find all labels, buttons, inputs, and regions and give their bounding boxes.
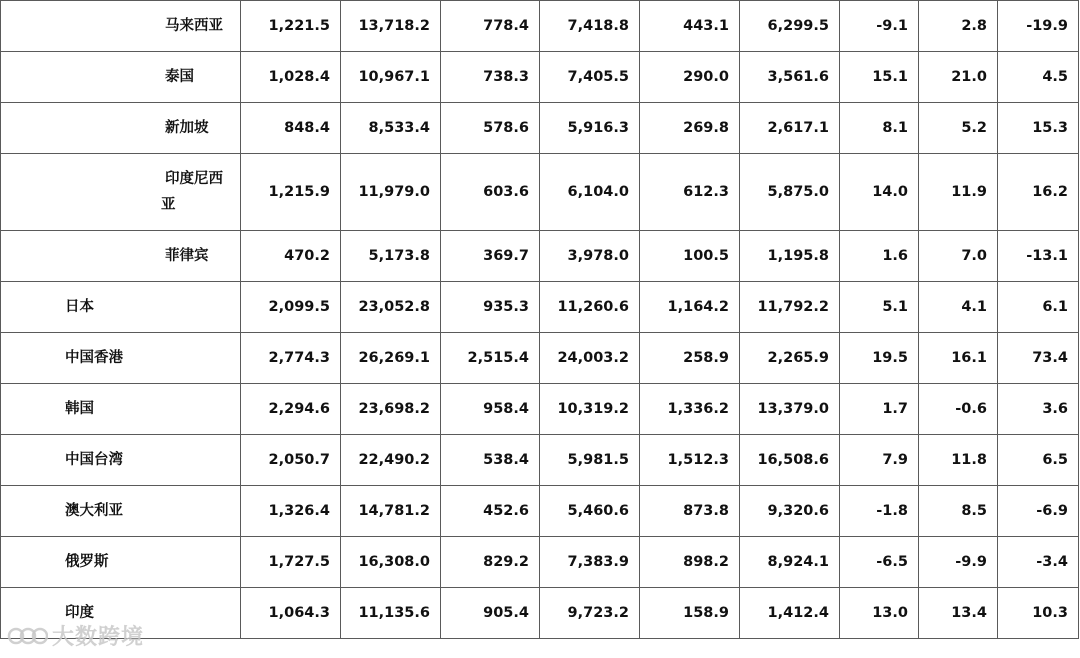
value-cell: 8.1 [840, 103, 919, 154]
watermark-text: 大数跨境 [52, 625, 145, 650]
value-cell: 935.3 [441, 282, 540, 333]
value-cell: 7,418.8 [540, 1, 640, 52]
value-cell: 5,460.6 [540, 486, 640, 537]
value-cell: 603.6 [441, 154, 540, 231]
table-row [1, 1, 1079, 52]
value-cell: 16,508.6 [740, 435, 840, 486]
value-cell: -6.9 [998, 486, 1079, 537]
value-cell: 5,875.0 [740, 154, 840, 231]
value-cell: 19.5 [840, 333, 919, 384]
value-cell: 7.9 [840, 435, 919, 486]
value-cell: 14.0 [840, 154, 919, 231]
region-name-cell [1, 537, 241, 588]
value-cell: 7,405.5 [540, 52, 640, 103]
table-row [1, 588, 1079, 639]
region-name: 新加坡 [165, 120, 209, 136]
value-cell: 1,412.4 [740, 588, 840, 639]
region-name: 印度尼西亚 [161, 171, 223, 213]
value-cell: 2.8 [919, 1, 998, 52]
value-cell: 2,617.1 [740, 103, 840, 154]
region-name: 韩国 [65, 401, 94, 417]
value-cell: 10.3 [998, 588, 1079, 639]
value-cell: -1.8 [840, 486, 919, 537]
table-row [1, 52, 1079, 103]
region-name-cell [1, 333, 241, 384]
region-name: 菲律宾 [165, 248, 209, 264]
value-cell: 4.5 [998, 52, 1079, 103]
value-cell: 16,308.0 [341, 537, 441, 588]
value-cell: 269.8 [640, 103, 740, 154]
value-cell: 3.6 [998, 384, 1079, 435]
region-name-cell [1, 384, 241, 435]
value-cell: 11,260.6 [540, 282, 640, 333]
value-cell: 21.0 [919, 52, 998, 103]
value-cell: -19.9 [998, 1, 1079, 52]
region-name-cell [1, 588, 241, 639]
value-cell: 8,924.1 [740, 537, 840, 588]
value-cell: 848.4 [241, 103, 341, 154]
region-name: 印度 [65, 605, 94, 621]
value-cell: 2,050.7 [241, 435, 341, 486]
value-cell: 612.3 [640, 154, 740, 231]
region-name-cell [1, 52, 241, 103]
value-cell: 13.0 [840, 588, 919, 639]
value-cell: 11,792.2 [740, 282, 840, 333]
value-cell: -13.1 [998, 231, 1079, 282]
value-cell: 452.6 [441, 486, 540, 537]
value-cell: 905.4 [441, 588, 540, 639]
value-cell: 7,383.9 [540, 537, 640, 588]
value-cell: 3,978.0 [540, 231, 640, 282]
value-cell: 738.3 [441, 52, 540, 103]
value-cell: 5.2 [919, 103, 998, 154]
region-name: 俄罗斯 [65, 554, 109, 570]
table-row [1, 333, 1079, 384]
table-body [1, 1, 1079, 639]
value-cell: 873.8 [640, 486, 740, 537]
value-cell: 1.7 [840, 384, 919, 435]
value-cell: 26,269.1 [341, 333, 441, 384]
value-cell: -3.4 [998, 537, 1079, 588]
value-cell: 443.1 [640, 1, 740, 52]
value-cell: 24,003.2 [540, 333, 640, 384]
value-cell: 100.5 [640, 231, 740, 282]
value-cell: 8,533.4 [341, 103, 441, 154]
value-cell: 15.1 [840, 52, 919, 103]
value-cell: -9.1 [840, 1, 919, 52]
value-cell: 11.9 [919, 154, 998, 231]
value-cell: 16.1 [919, 333, 998, 384]
value-cell: 13,379.0 [740, 384, 840, 435]
region-name: 泰国 [165, 69, 194, 85]
value-cell: 14,781.2 [341, 486, 441, 537]
value-cell: 5,916.3 [540, 103, 640, 154]
value-cell: 8.5 [919, 486, 998, 537]
region-name-cell [1, 103, 241, 154]
value-cell: 2,265.9 [740, 333, 840, 384]
region-name: 马来西亚 [165, 18, 223, 34]
value-cell: 829.2 [441, 537, 540, 588]
value-cell: 4.1 [919, 282, 998, 333]
value-cell: 1,195.8 [740, 231, 840, 282]
value-cell: 73.4 [998, 333, 1079, 384]
value-cell: 9,320.6 [740, 486, 840, 537]
region-name-cell [1, 435, 241, 486]
value-cell: 1,215.9 [241, 154, 341, 231]
value-cell: 258.9 [640, 333, 740, 384]
value-cell: 958.4 [441, 384, 540, 435]
value-cell: -0.6 [919, 384, 998, 435]
table-row [1, 103, 1079, 154]
value-cell: 1.6 [840, 231, 919, 282]
value-cell: 13.4 [919, 588, 998, 639]
value-cell: 778.4 [441, 1, 540, 52]
region-name-cell [1, 486, 241, 537]
value-cell: 470.2 [241, 231, 341, 282]
region-name-cell [1, 1, 241, 52]
value-cell: 10,319.2 [540, 384, 640, 435]
table-row [1, 154, 1079, 231]
value-cell: 2,294.6 [241, 384, 341, 435]
value-cell: 538.4 [441, 435, 540, 486]
region-name-cell [1, 231, 241, 282]
value-cell: 578.6 [441, 103, 540, 154]
value-cell: 1,028.4 [241, 52, 341, 103]
region-name: 中国香港 [65, 350, 123, 366]
value-cell: 5.1 [840, 282, 919, 333]
table-row [1, 435, 1079, 486]
value-cell: 1,064.3 [241, 588, 341, 639]
region-name: 澳大利亚 [65, 503, 123, 519]
value-cell: -6.5 [840, 537, 919, 588]
region-name: 日本 [65, 299, 94, 315]
value-cell: 5,981.5 [540, 435, 640, 486]
value-cell: 11,135.6 [341, 588, 441, 639]
value-cell: 6,299.5 [740, 1, 840, 52]
value-cell: 158.9 [640, 588, 740, 639]
value-cell: 9,723.2 [540, 588, 640, 639]
value-cell: 15.3 [998, 103, 1079, 154]
value-cell: 11.8 [919, 435, 998, 486]
value-cell: 10,967.1 [341, 52, 441, 103]
value-cell: 369.7 [441, 231, 540, 282]
table-row [1, 282, 1079, 333]
region-name-cell [1, 282, 241, 333]
table-row [1, 486, 1079, 537]
value-cell: 1,336.2 [640, 384, 740, 435]
region-name-cell [1, 154, 241, 231]
value-cell: 6,104.0 [540, 154, 640, 231]
value-cell: 898.2 [640, 537, 740, 588]
value-cell: 23,052.8 [341, 282, 441, 333]
value-cell: 6.5 [998, 435, 1079, 486]
value-cell: 6.1 [998, 282, 1079, 333]
value-cell: 290.0 [640, 52, 740, 103]
value-cell: 23,698.2 [341, 384, 441, 435]
value-cell: 1,727.5 [241, 537, 341, 588]
value-cell: 13,718.2 [341, 1, 441, 52]
value-cell: 7.0 [919, 231, 998, 282]
table-row [1, 231, 1079, 282]
value-cell: 1,512.3 [640, 435, 740, 486]
value-cell: 1,221.5 [241, 1, 341, 52]
value-cell: 1,326.4 [241, 486, 341, 537]
value-cell: 2,515.4 [441, 333, 540, 384]
value-cell: 2,099.5 [241, 282, 341, 333]
value-cell: 16.2 [998, 154, 1079, 231]
value-cell: 11,979.0 [341, 154, 441, 231]
value-cell: 2,774.3 [241, 333, 341, 384]
table-row [1, 537, 1079, 588]
region-name: 中国台湾 [65, 452, 123, 468]
value-cell: 3,561.6 [740, 52, 840, 103]
value-cell: -9.9 [919, 537, 998, 588]
value-cell: 5,173.8 [341, 231, 441, 282]
table-row [1, 384, 1079, 435]
value-cell: 22,490.2 [341, 435, 441, 486]
value-cell: 1,164.2 [640, 282, 740, 333]
